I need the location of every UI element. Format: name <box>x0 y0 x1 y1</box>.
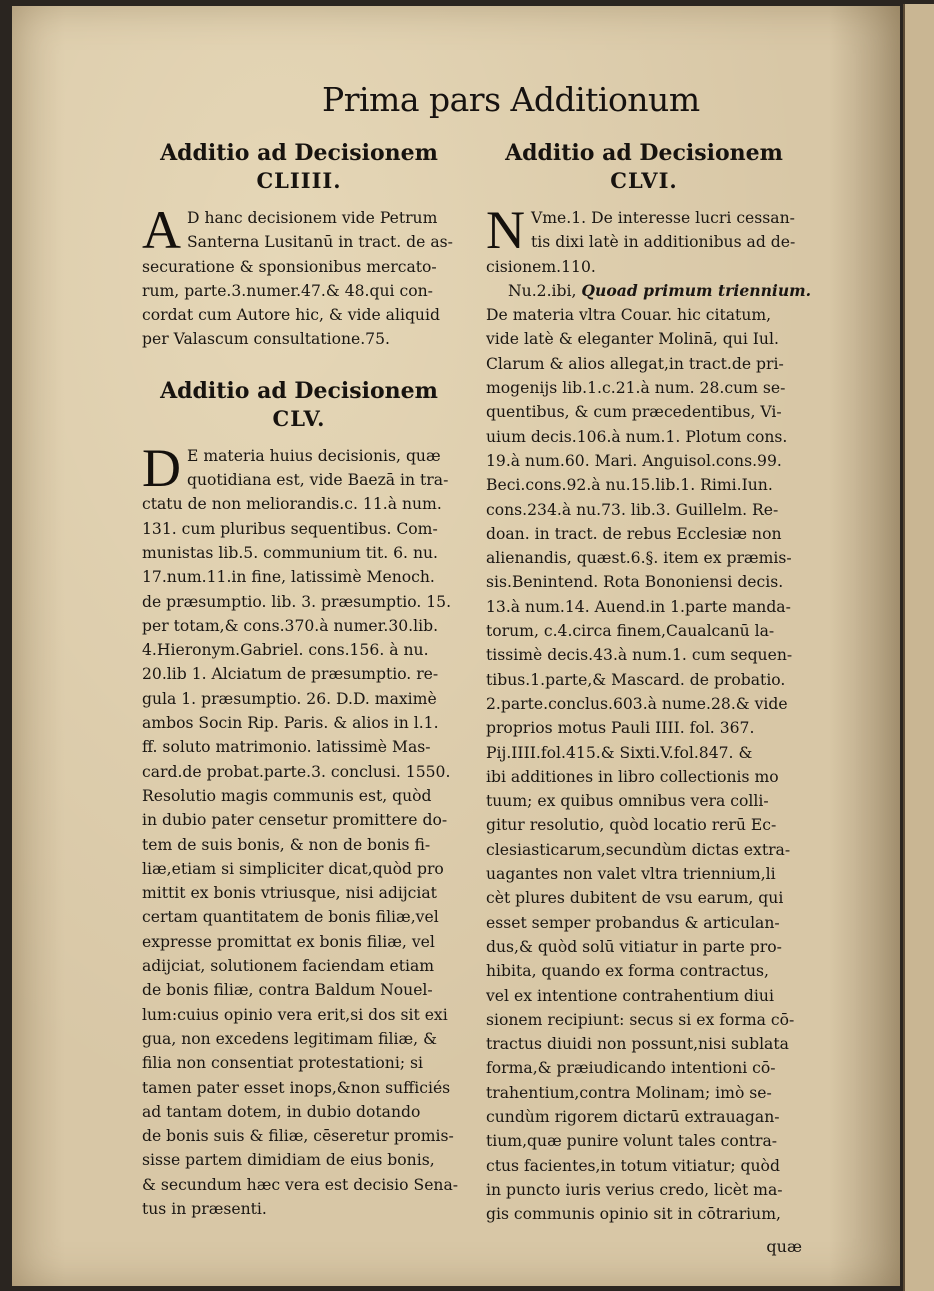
running-title: Prima pars Additionum <box>322 80 700 119</box>
text-line: per Valascum consultatione.75. <box>142 330 390 349</box>
nu2-quote: Quoad primum triennium. <box>581 280 812 300</box>
text-line: gis communis opinio sit in cōtrarium, <box>486 1205 781 1224</box>
heading-number: CLVI. <box>610 168 678 193</box>
text-line: uium decis.106.à num.1. Plotum cons. <box>486 427 788 446</box>
body-lines-indented <box>486 200 802 279</box>
text-line: cèt plures dubitent de vsu earum, qui <box>486 889 784 908</box>
text-line: 2.parte.conclus.603.à nume.28.& vide <box>486 694 788 713</box>
text-line: lum:cuius opinio vera erit,si dos sit exi <box>142 1005 448 1024</box>
heading-number: CLIIII. <box>256 168 342 193</box>
section-clv <box>142 377 459 1222</box>
text-line: tibus.1.parte,& Mascard. de probatio. <box>486 670 786 689</box>
text-line: cons.234.à nu.73. lib.3. Guillelm. Re- <box>486 500 779 519</box>
text-line: gula 1. præsumptio. 26. D.D. maximè <box>142 689 437 708</box>
text-line: clesiasticarum,secundùm dictas extra- <box>486 840 791 859</box>
text-line: D hanc decisionem vide Petrum <box>187 209 438 227</box>
text-line: alienandis, quæst.6.§. item ex præmis- <box>486 549 792 568</box>
heading-number: CLV. <box>272 405 326 431</box>
text-line: tissimè decis.43.à num.1. cum sequen- <box>486 646 793 665</box>
text-line: 19.à num.60. Mari. Anguisol.cons.99. <box>486 451 782 470</box>
nu2-line <box>486 279 812 303</box>
text-line: sionem recipiunt: secus si ex forma cō- <box>486 1010 795 1029</box>
text-line: filia non consentiat protestationi; si <box>142 1054 424 1073</box>
text-line: Resolutio magis communis est, quòd <box>142 786 432 805</box>
text-line: cundùm rigorem dictarū extrauagan- <box>486 1107 780 1126</box>
section-heading <box>486 140 802 194</box>
text-line: 131. cum pluribus sequentibus. Com- <box>142 519 438 538</box>
body-lines <box>486 303 802 1226</box>
section-clvi <box>486 140 812 1226</box>
catchword: quæ <box>766 1237 802 1257</box>
text-line: forma,& præiudicando intentioni cō- <box>486 1059 776 1078</box>
text-line: card.de probat.parte.3. conclusi. 1550. <box>142 762 451 781</box>
section-cliiii <box>142 140 456 352</box>
text-line: Vme.1. De interesse lucri cessan- <box>531 209 795 227</box>
text-line: ctatu de non meliorandis.c. 11.à num. <box>142 495 442 514</box>
text-line: tuum; ex quibus omnibus vera colli- <box>486 792 769 811</box>
text-line: de bonis suis & filiæ, cēseretur promis- <box>142 1127 454 1146</box>
text-line: De materia vltra Couar. hic citatum, <box>486 306 772 325</box>
text-line: rum, parte.3.numer.47.& 48.qui con- <box>142 281 433 300</box>
text-line: adijciat, solutionem faciendam etiam <box>142 957 435 976</box>
drop-cap: N <box>486 200 525 260</box>
text-line: Beci.cons.92.à nu.15.lib.1. Rimi.Iun. <box>486 476 773 495</box>
text-line: cordat cum Autore hic, & vide aliquid <box>142 306 440 325</box>
drop-cap: D <box>142 437 181 498</box>
text-line: tis dixi latè in additionibus ad de- <box>531 233 796 252</box>
text-line: vel ex intentione contrahentium diui <box>486 986 774 1005</box>
section-body <box>486 200 812 1226</box>
heading-title: Additio ad Decisionem <box>160 140 438 166</box>
right-column <box>486 140 812 1257</box>
text-line: gitur resolutio, quòd locatio rerū Ec- <box>486 816 777 835</box>
text-line: ibi additiones in libro collectionis mo <box>486 767 779 786</box>
text-line: mittit ex bonis vtriusque, nisi adijciat <box>142 884 437 903</box>
text-line: cisionem.110. <box>486 257 596 276</box>
text-line: munistas lib.5. communium tit. 6. nu. <box>142 543 438 562</box>
text-line: quotidiana est, vide Baezā in tra- <box>187 471 449 490</box>
drop-cap: A <box>142 200 181 260</box>
text-line: mogenijs lib.1.c.21.à num. 28.cum se- <box>486 379 786 398</box>
text-line: Pij.IIII.fol.415.& Sixti.V.fol.847. & <box>486 743 753 762</box>
text-line: ambos Socin Rip. Paris. & alios in l.1. <box>142 714 439 733</box>
text-line: esset semper probandus & articulan- <box>486 913 780 932</box>
heading-title: Additio ad Decisionem <box>505 140 783 166</box>
text-line: trahentium,contra Molinam; imò se- <box>486 1083 772 1102</box>
text-line: vide latè & eleganter Molinā, qui Iul. <box>486 330 779 349</box>
text-line: liæ,etiam si simpliciter dicat,quòd pro <box>142 859 444 878</box>
text-line: tem de suis bonis, & non de bonis fi- <box>142 835 431 854</box>
text-line: 20.lib 1. Alciatum de præsumptio. re- <box>142 665 439 684</box>
text-line: 13.à num.14. Auend.in 1.parte manda- <box>486 597 791 616</box>
text-line: per totam,& cons.370.à numer.30.lib. <box>142 616 439 635</box>
left-column <box>142 140 459 1221</box>
text-line: tus in præsenti. <box>142 1199 267 1218</box>
text-line: sisse partem dimidiam de eius bonis, <box>142 1151 435 1170</box>
text-line: in dubio pater censetur promittere do- <box>142 811 448 830</box>
text-line: dus,& quòd solū vitiatur in parte pro- <box>486 937 782 956</box>
text-line: & secundum hæc vera est decisio Sena- <box>142 1175 459 1194</box>
section-body <box>142 437 459 1222</box>
text-line: ad tantam dotem, in dubio dotando <box>142 1102 421 1121</box>
text-line: de bonis filiæ, contra Baldum Nouel- <box>142 981 433 1000</box>
text-line: Santerna Lusitanū in tract. de as- <box>187 233 453 252</box>
adjacent-page-edge <box>903 4 934 1291</box>
text-line: uagantes non valet vltra triennium,li <box>486 865 776 884</box>
heading-title: Additio ad Decisionem <box>160 377 438 404</box>
text-line: tamen pater esset inops,&non sufficiés <box>142 1078 451 1097</box>
text-line: gua, non excedens legitimam filiæ, & <box>142 1029 437 1048</box>
text-line: tractus diuidi non possunt,nisi sublata <box>486 1035 789 1054</box>
body-lines <box>142 437 459 1222</box>
text-line: expresse promittat ex bonis filiæ, vel <box>142 932 435 951</box>
text-line: tium,quæ punire volunt tales contra- <box>486 1132 778 1151</box>
text-line: Clarum & alios allegat,in tract.de pri- <box>486 354 784 373</box>
text-line: E materia huius decisionis, quæ <box>187 446 441 465</box>
text-line: ctus facientes,in totum vitiatur; quòd <box>486 1156 780 1175</box>
section-body <box>142 200 456 352</box>
text-line: hibita, quando ex forma contractus, <box>486 962 769 981</box>
text-line: proprios motus Pauli IIII. fol. 367. <box>486 719 755 738</box>
text-line: in puncto iuris verius credo, licèt ma- <box>486 1180 783 1199</box>
text-line: de præsumptio. lib. 3. præsumptio. 15. <box>142 592 452 611</box>
text-line: certam quantitatem de bonis filiæ,vel <box>142 908 439 927</box>
text-line: securatione & sponsionibus mercato- <box>142 257 437 276</box>
text-line: doan. in tract. de rebus Ecclesiæ non <box>486 524 782 543</box>
section-heading <box>142 140 456 194</box>
text-line: 17.num.11.in fine, latissimè Menoch. <box>142 568 435 587</box>
nu2-prefix: Nu.2.ibi, <box>508 281 582 300</box>
text-line: sis.Benintend. Rota Bononiensi decis. <box>486 573 784 592</box>
body-lines <box>142 200 456 352</box>
section-heading <box>142 378 456 432</box>
text-line: quentibus, & cum præcedentibus, Vi- <box>486 403 782 422</box>
text-line: torum, c.4.circa finem,Caualcanū la- <box>486 622 775 641</box>
text-line: 4.Hieronym.Gabriel. cons.156. à nu. <box>142 641 429 660</box>
text-line: ff. soluto matrimonio. latissimè Mas- <box>142 738 431 757</box>
